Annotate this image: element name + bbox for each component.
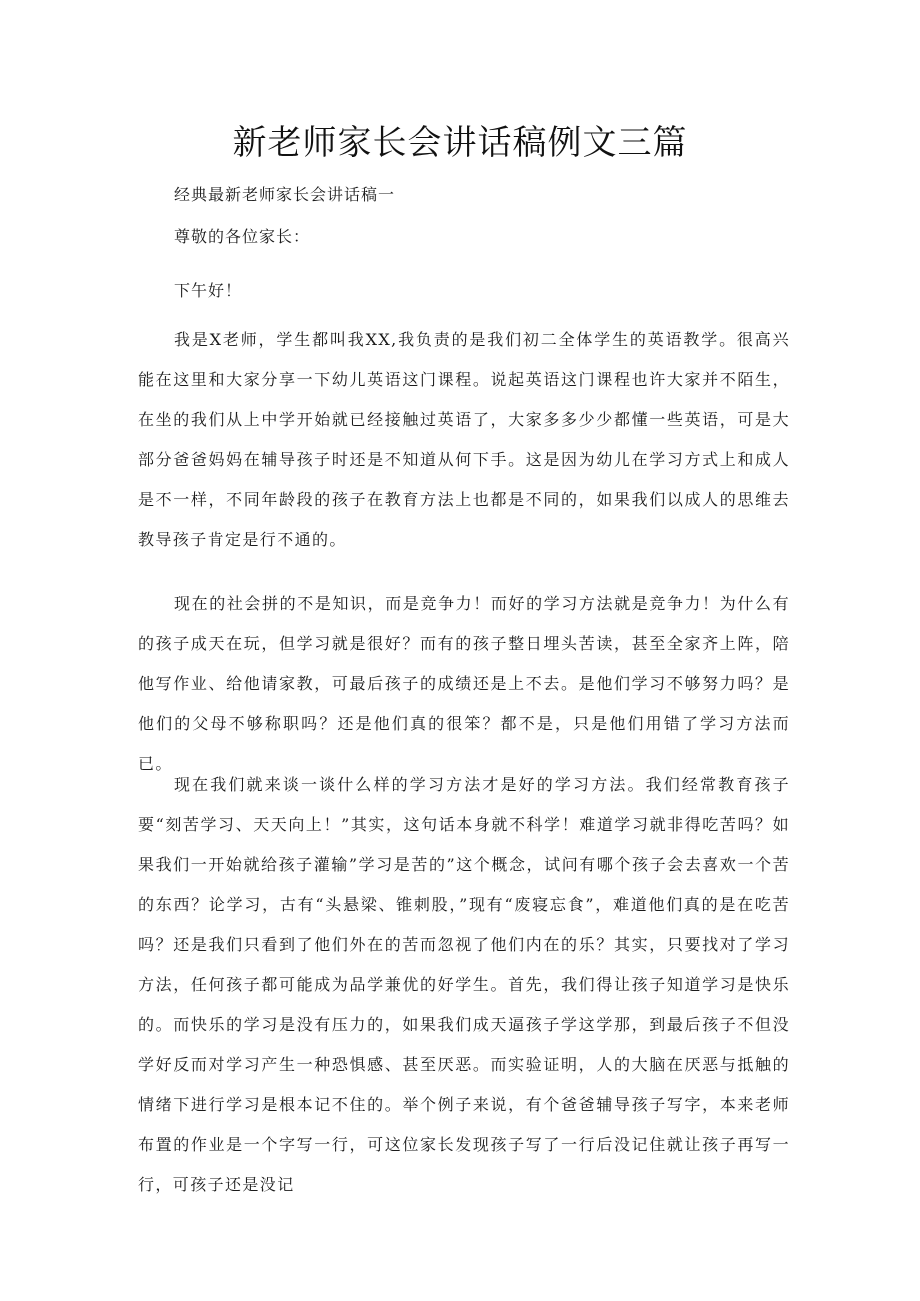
- paragraph-2: 现在的社会拼的不是知识，而是竞争力！而好的学习方法就是竞争力！为什么有的孩子成天在玩，但学习就是很好？而有的孩子整日埋头苦读，甚至全家齐上阵，陪他写作业、给他请家教，可最后孩子的成绩还是上不去。是他们学习不够努力吗？是他们的父母不够称职吗？还是他们真的很笨？都不是，只是他们用错了学习方法而已。: [138, 594, 790, 773]
- greeting: 下午好！: [174, 281, 243, 300]
- document-title: 新老师家长会讲话稿例文三篇: [232, 123, 688, 163]
- document-subtitle: 经典最新老师家长会讲话稿一: [174, 185, 396, 204]
- paragraph-3: 现在我们就来谈一谈什么样的学习方法才是好的学习方法。我们经常教育孩子要“刻苦学习、天天向上！”其实，这句话本身就不科学！难道学习就非得吃苦吗？如果我们一开始就给孩子灌输”学习是苦的”这个概念，试问有哪个孩子会去喜欢一个苦的东西？论学习，古有“头悬梁、锥刺股，”现有“废寝忘食”，难道他们真的是在吃苦吗？还是我们只看到了他们外在的苦而忽视了他们内在的乐？其实，只要找对了学习方法，任何孩子都可能成为品学兼优的好学生。首先，我们得让孩子知道学习是快乐的。而快乐的学习是没有压力的，如果我们成天逼孩子学这学那，到最后孩子不但没学好反而对学习产生一种恐惧感、甚至厌恶。而实验证明，人的大脑在厌恶与抵触的情绪下进行学习是根本记不住的。举个例子来说，有个爸爸辅导孩子写字，本来老师布置的作业是一个字写一行，可这位家长发现孩子写了一行后没记住就让孩子再写一行，可孩子还是没记: [138, 775, 790, 1194]
- salutation: 尊敬的各位家长：: [174, 227, 311, 246]
- paragraph-1: 我是X老师，学生都叫我XX,我负责的是我们初二全体学生的英语教学。很高兴能在这里和大家分享一下幼儿英语这门课程。说起英语这门课程也许大家并不陌生，在坐的我们从上中学开始就已经接触过英语了，大家多多少少都懂一些英语，可是大部分爸爸妈妈在辅导孩子时还是不知道从何下手。这是因为幼儿在学习方式上和成人是不一样，不同年龄段的孩子在教育方法上也都是不同的，如果我们以成人的思维去教导孩子肯定是行不通的。: [138, 330, 790, 549]
